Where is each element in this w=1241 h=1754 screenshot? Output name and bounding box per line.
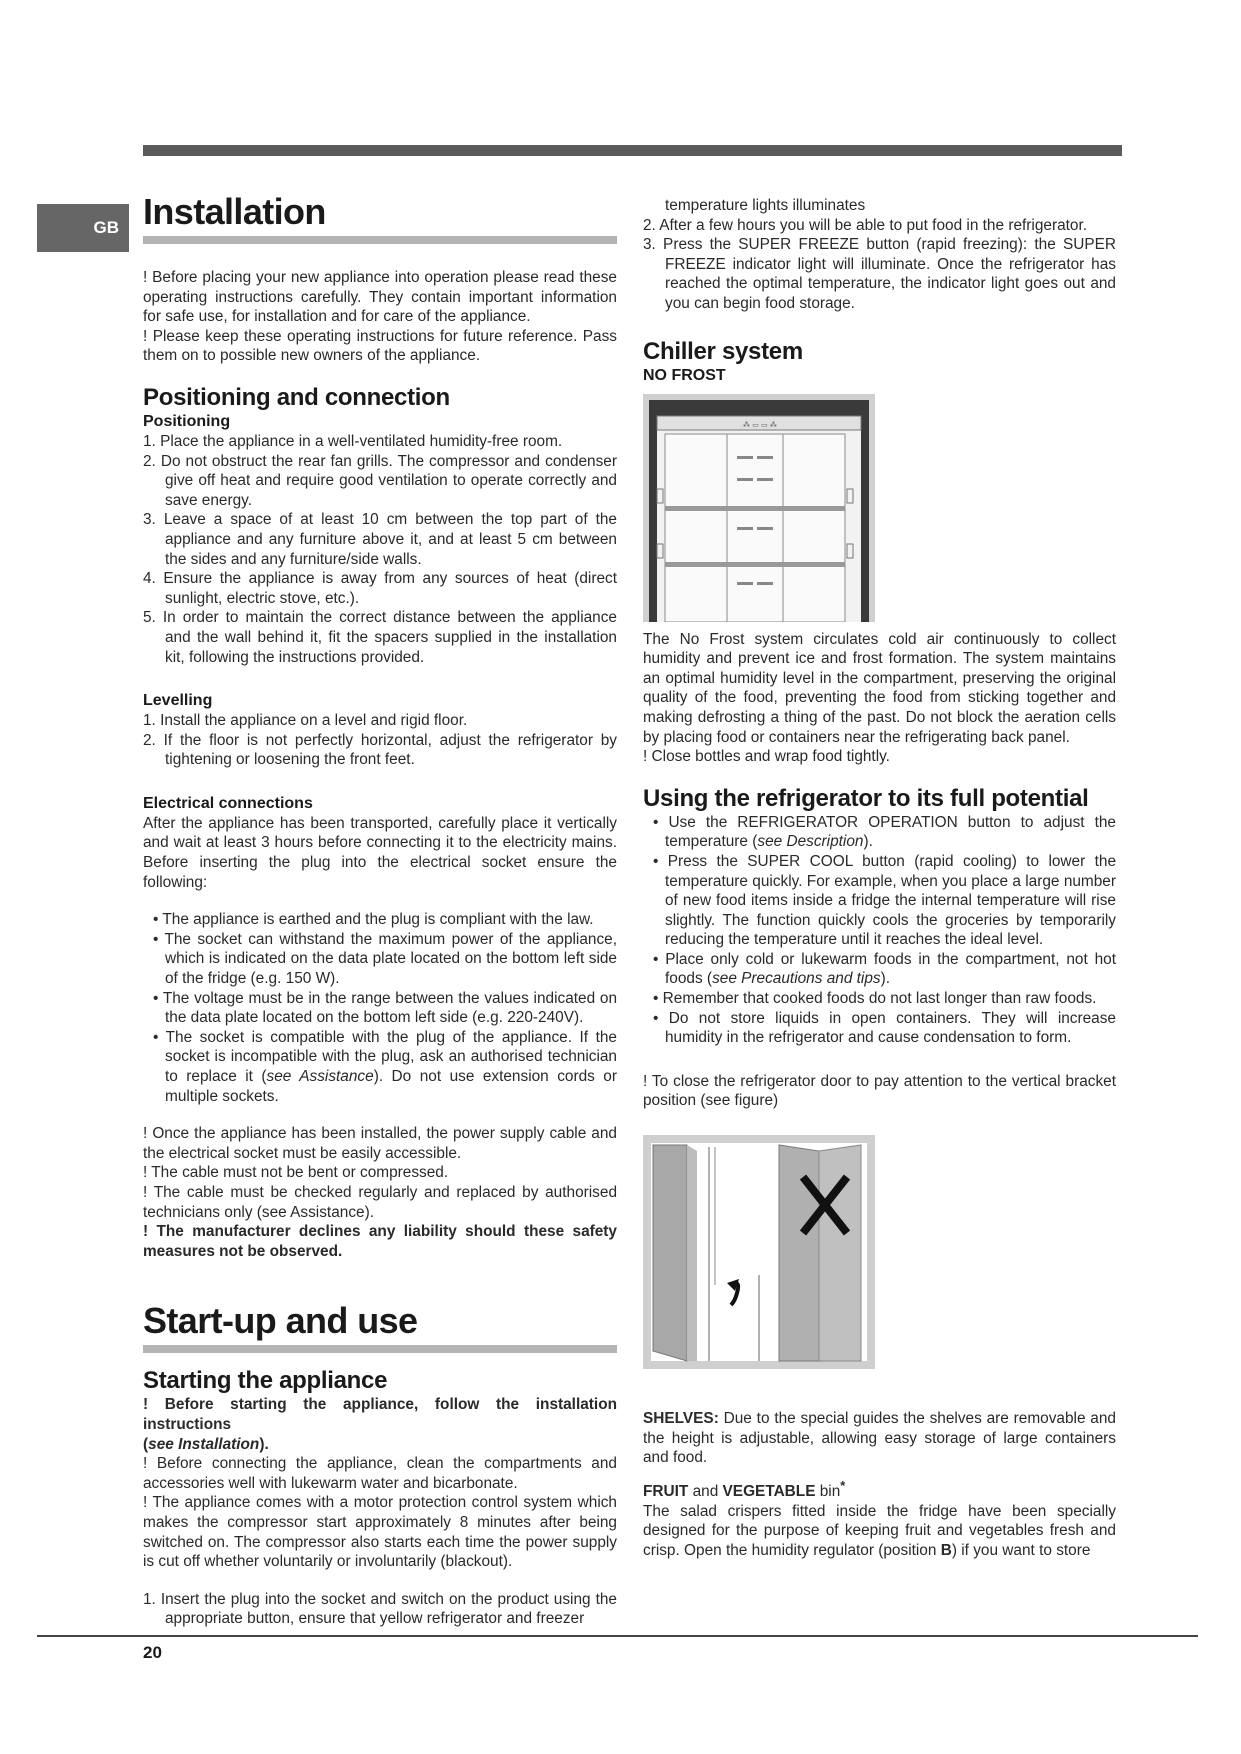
intro-paragraph: ! Please keep these operating instructions for future reference. Pass them on to possible new owners of the appliance. xyxy=(143,327,617,365)
no-frost-description: The No Frost system circulates cold air continuously to collect humidity and prevent ice and frost formation. The system maintains an optimal humidity level in the compartment, preserving the original quality of the food, preventing the food from sticking together and making defrosting a thing of the past. Do not block the aeration cells by placing food or containers near the refrigerating back panel. xyxy=(643,630,1116,746)
positioning-list xyxy=(143,432,617,667)
electrical-intro: After the appliance has been transported, carefully place it vertically and wait at least 3 hours before connecting it to the electricity mains. Before inserting the plug into the electrical socket ensure the following: xyxy=(143,814,617,891)
using-heading: Using the refrigerator to its full potential xyxy=(643,784,1089,812)
starting-heading: Starting the appliance xyxy=(143,1367,388,1395)
title-underline xyxy=(143,1345,617,1353)
list-item: • The appliance is earthed and the plug is compliant with the law. xyxy=(153,911,594,929)
left-column xyxy=(143,192,617,1629)
list-item: • Do not store liquids in open containers. They will increase humidity in the refrigerator and cause condensation to form. xyxy=(653,1009,1116,1047)
asterisk-mark: * xyxy=(840,1477,846,1493)
title-underline xyxy=(143,236,617,244)
startup-paragraph: ! Before connecting the appliance, clean the compartments and accessories well with lukewarm water and bicarbonate. xyxy=(143,1455,617,1492)
description-reference: see Description xyxy=(757,833,864,851)
levelling-heading: Levelling xyxy=(143,692,213,710)
startup-step-continued: temperature lights illuminates xyxy=(665,197,866,214)
installation-title: Installation xyxy=(143,191,326,232)
shelves-label: SHELVES: xyxy=(643,1410,719,1428)
list-item: • The voltage must be in the range between the values indicated on the data plate located on the bottom left side (e.g. 220-240V). xyxy=(153,989,617,1027)
intro-paragraph: ! Before placing your new appliance into operation please read these operating instructions carefully. They contain important information for safe use, for installation and for care of the appliance. xyxy=(143,269,617,326)
precautions-reference: see Precautions and tips xyxy=(712,970,881,988)
positioning-subheading: Positioning xyxy=(143,412,231,430)
language-tab: GB xyxy=(37,204,129,252)
bin-paragraph: The salad crispers fitted inside the fridge have been specially designed for the purpose of keeping fruit and vegetables fresh and crisp. Open the humidity regulator (position B) if you want to store xyxy=(643,1502,1116,1559)
startup-step: 1. Insert the plug into the socket and switch on the product using the appropriate button, ensure that yellow refrigerator and freezer xyxy=(143,1590,617,1628)
liability-warning: ! The manufacturer declines any liability should these safety measures not be observed. xyxy=(143,1223,617,1260)
fridge-interior-illustration xyxy=(643,394,875,622)
list-item: 5. In order to maintain the correct distance between the appliance and the wall behind it, fit the spacers supplied in the installation kit, following the instructions provided. xyxy=(143,609,617,666)
list-item: 1. Place the appliance in a well-ventilated humidity-free room. xyxy=(143,432,563,450)
footer-rule xyxy=(37,1635,1198,1637)
startup-step: 2. After a few hours you will be able to put food in the refrigerator. xyxy=(643,216,1088,234)
electrical-bullets xyxy=(143,910,617,1106)
startup-paragraph: ! The appliance comes with a motor protection control system which makes the compressor start approximately 8 minutes after being switched on. The compressor also starts each time the power supply is cut off whether voluntarily or involuntarily (blackout). xyxy=(143,1494,617,1571)
list-item: 1. Install the appliance on a level and rigid floor. xyxy=(143,712,468,730)
list-item: 3. Leave a space of at least 10 cm between the top part of the appliance and any furniture above it, and at least 5 cm between the sides and any furniture/side walls. xyxy=(143,511,617,568)
no-frost-note: ! Close bottles and wrap food tightly. xyxy=(643,748,890,766)
levelling-list xyxy=(143,711,617,770)
page-number: 20 xyxy=(143,1643,162,1662)
door-bracket-figure xyxy=(643,1135,875,1369)
door-bracket-illustration xyxy=(643,1135,875,1369)
startup-title: Start-up and use xyxy=(143,1300,418,1342)
bin-heading: FRUIT and VEGETABLE bin* xyxy=(643,1477,846,1500)
warning: ! The cable must not be bent or compressed. xyxy=(143,1164,449,1182)
list-item: • Use the REFRIGERATOR OPERATION button to adjust the temperature (see Description). xyxy=(653,813,1116,851)
door-note: ! To close the refrigerator door to pay attention to the vertical bracket position (see figure) xyxy=(643,1072,1116,1110)
positioning-heading: Positioning and connection xyxy=(143,383,450,411)
right-column xyxy=(643,196,1116,1560)
svg-text:⁂ ▭ ▭ ⁂: ⁂ ▭ ▭ ⁂ xyxy=(743,420,777,429)
list-item: • Press the SUPER COOL button (rapid cooling) to lower the temperature quickly. For example, when you place a large number of new food items inside a fridge the internal temperature will rise slightly. The function quickly cools the groceries by temporarily reducing the temperature until it reaches the ideal level. xyxy=(653,852,1116,949)
assistance-reference: see Assistance xyxy=(266,1068,374,1085)
startup-note: ! Before starting the appliance, follow the installation instructions (see Installation). xyxy=(143,1396,617,1453)
chiller-heading: Chiller system xyxy=(643,337,803,365)
no-frost-subheading: NO FROST xyxy=(643,366,726,384)
warning: ! The cable must be checked regularly and replaced by authorised technicians only (see Assistance). xyxy=(143,1183,617,1221)
electrical-heading: Electrical connections xyxy=(143,794,313,812)
shelves-paragraph: SHELVES: Due to the special guides the shelves are removable and the height is adjustable, allowing easy storage of large containers and food. xyxy=(643,1410,1116,1467)
list-item: • Remember that cooked foods do not last longer than raw foods. xyxy=(653,990,1097,1008)
list-item: • The socket is compatible with the plug of the appliance. If the socket is incompatible with the plug, ask an authorised technician to replace it (see Assistance). Do not use extension cords or multiple sockets. xyxy=(153,1028,617,1105)
using-bullets xyxy=(643,813,1116,1048)
list-item: 4. Ensure the appliance is away from any sources of heat (direct sunlight, electric stove, etc.). xyxy=(143,570,617,607)
top-rule xyxy=(143,145,1122,156)
list-item: 2. Do not obstruct the rear fan grills. The compressor and condenser give off heat and require good ventilation to operate correctly and save energy. xyxy=(143,452,617,509)
installation-reference: see Installation xyxy=(148,1435,260,1453)
list-item: • Place only cold or lukewarm foods in the compartment, not hot foods (see Precautions and tips). xyxy=(653,950,1116,988)
fridge-interior-figure xyxy=(643,394,875,622)
list-item: • The socket can withstand the maximum power of the appliance, which is indicated on the data plate located on the bottom left side of the fridge (e.g. 150 W). xyxy=(153,930,617,988)
list-item: 2. If the floor is not perfectly horizontal, adjust the refrigerator by tightening or loosening the front feet. xyxy=(143,731,617,769)
warning: ! Once the appliance has been installed, the power supply cable and the electrical socket must be easily accessible. xyxy=(143,1125,617,1162)
startup-step: 3. Press the SUPER FREEZE button (rapid freezing): the SUPER FREEZE indicator light will illuminate. Once the refrigerator has reached the optimal temperature, the indicator light goes out and you can begin food storage. xyxy=(643,236,1116,312)
